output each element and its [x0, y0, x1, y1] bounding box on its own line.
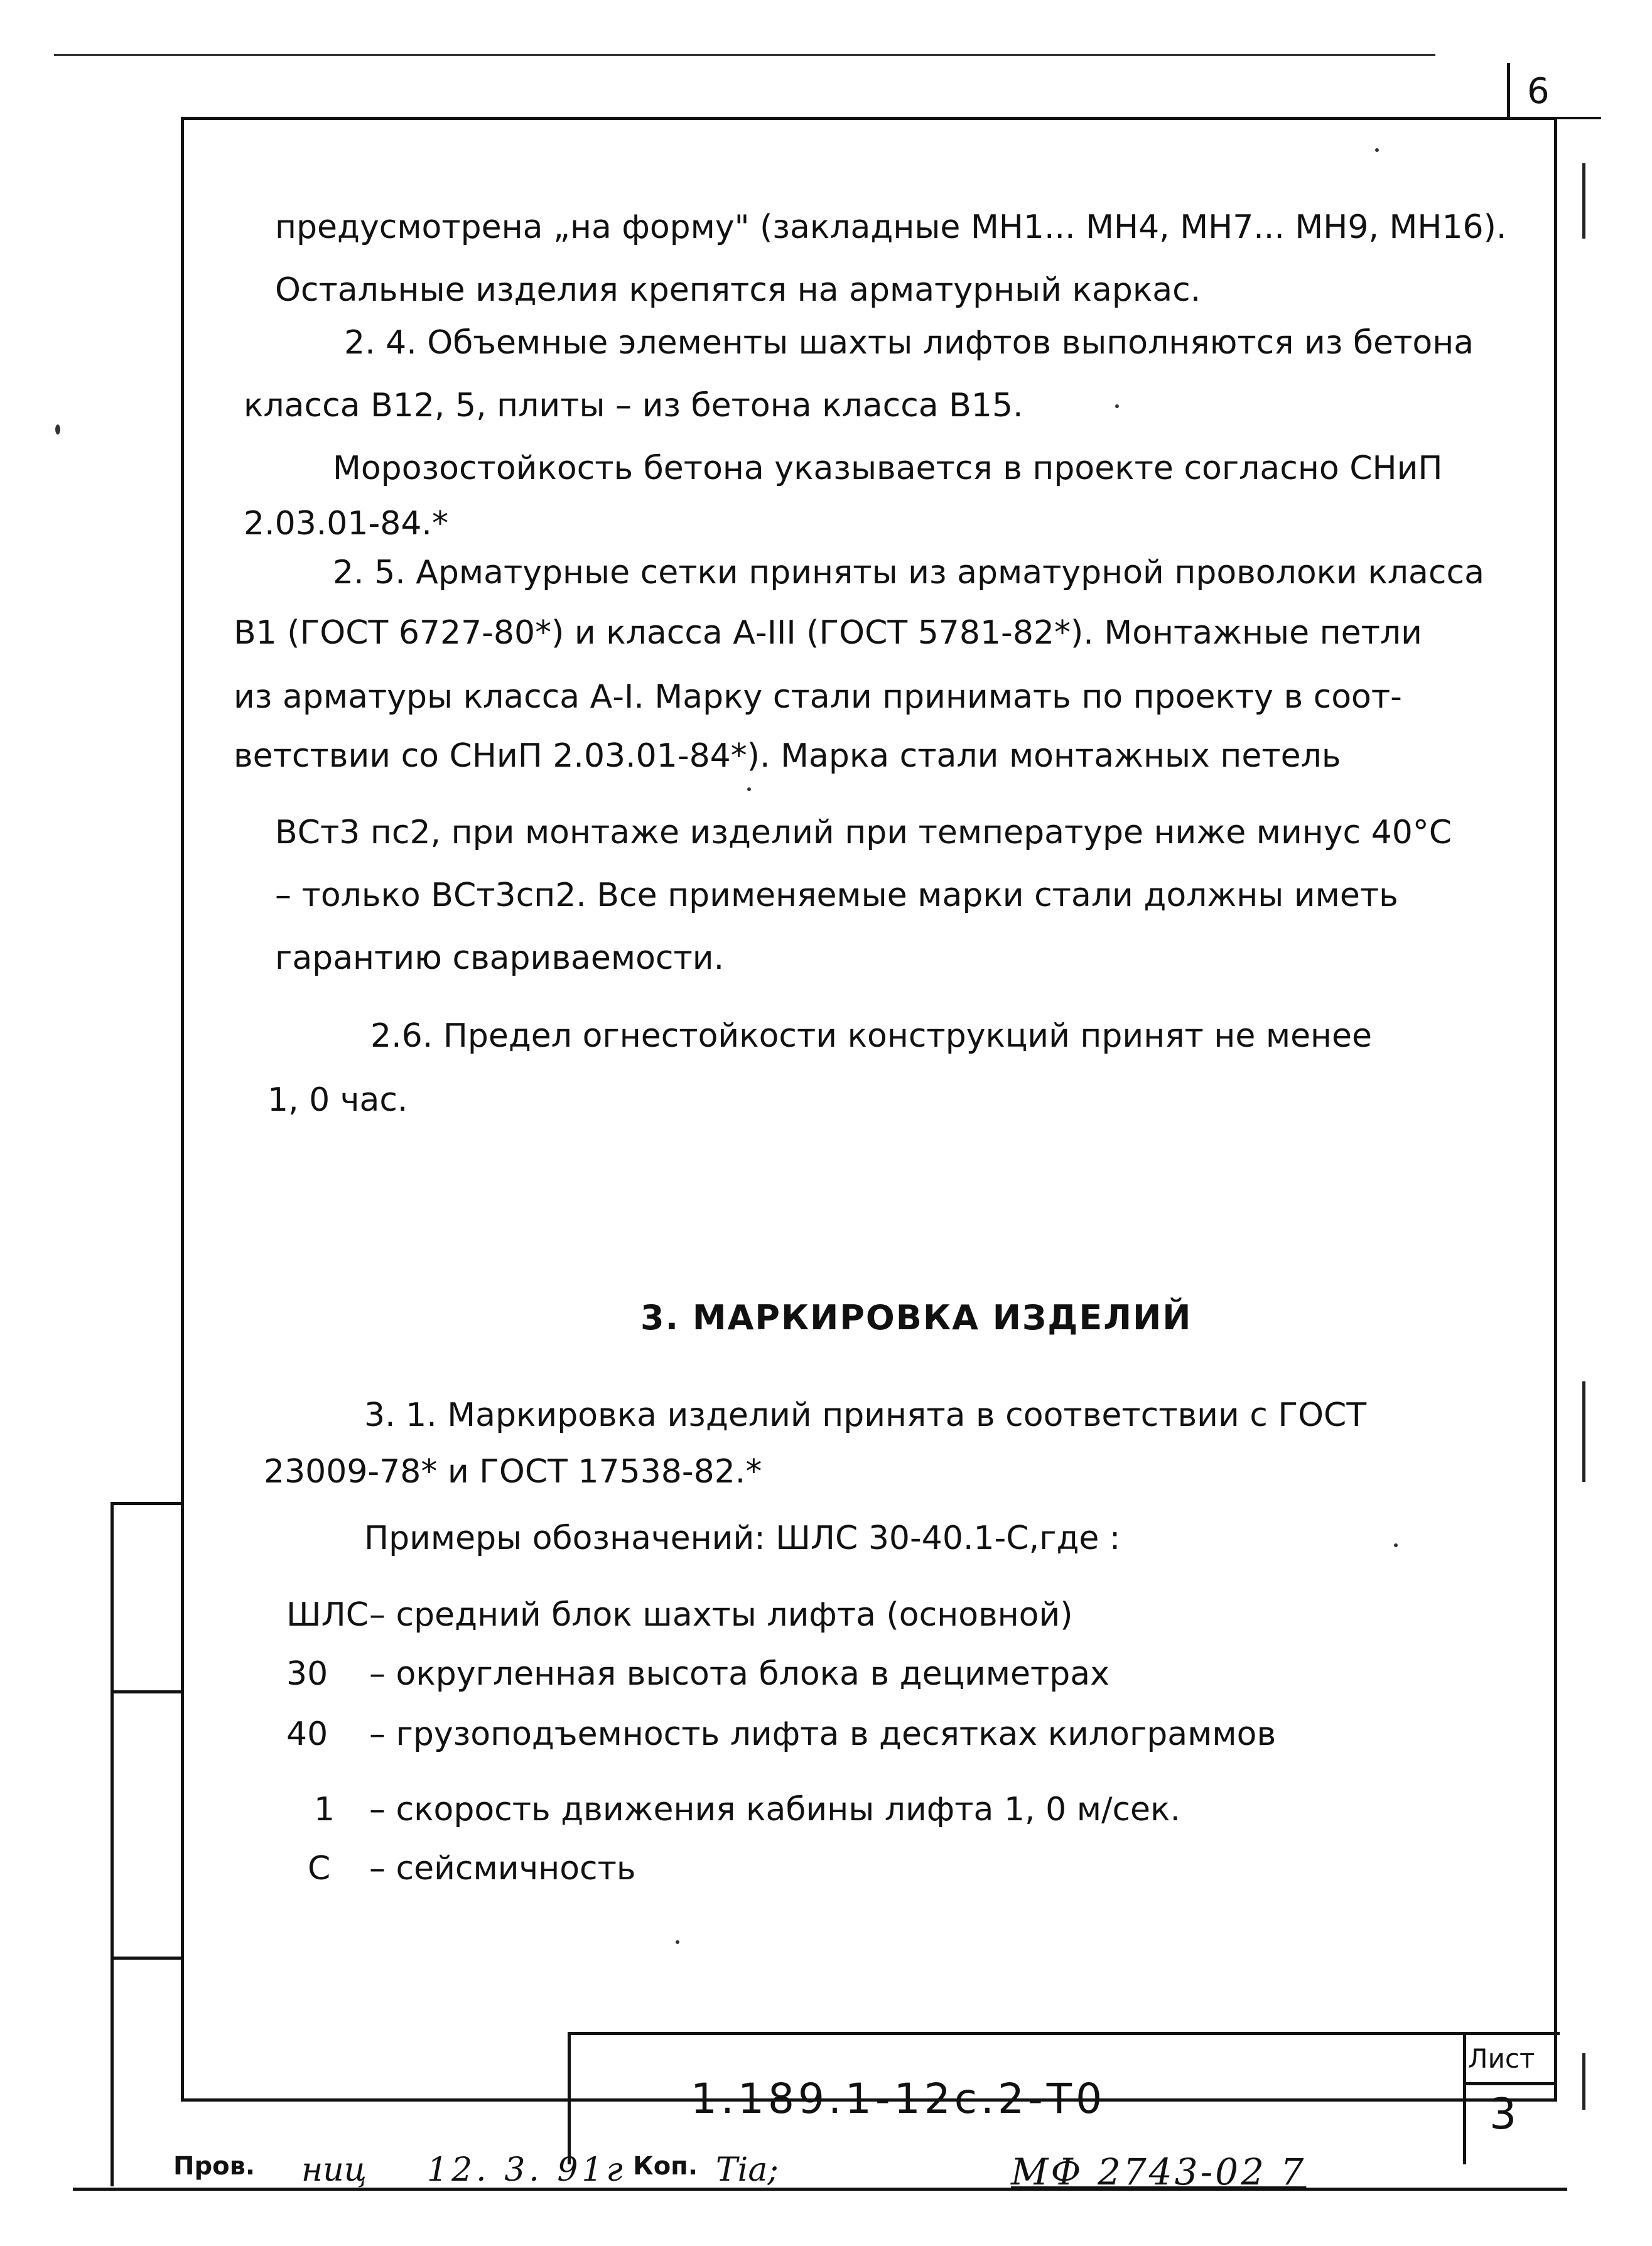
document-code: 1.189.1-12с.2-Т0	[691, 2075, 1106, 2123]
page-corner-number: 6	[1527, 71, 1550, 112]
legend-code: ШЛС	[286, 1596, 369, 1634]
section-line: 3. 1. Маркировка изделий принята в соответствии с ГОСТ	[364, 1396, 1367, 1434]
scan-speck	[55, 424, 60, 435]
legend-desc: – округленная высота блока в дециметрах	[369, 1655, 1109, 1693]
legend-desc: – грузоподъемность лифта в десятках килограммов	[369, 1715, 1277, 1753]
legend-desc: – скорость движения кабины лифта 1, 0 м/сек.	[369, 1791, 1180, 1828]
margin-mark	[1582, 2053, 1585, 2110]
body-line: В1 (ГОСТ 6727-80*) и класса А-III (ГОСТ 5781-82*). Монтажные петли	[234, 614, 1422, 652]
body-line: Остальные изделия крепятся на арматурный каркас.	[275, 271, 1201, 309]
body-line: ветствии со СНиП 2.03.01-84*). Марка стали монтажных петель	[234, 737, 1341, 775]
copied-by-label: Коп.	[633, 2152, 698, 2181]
scan-speck	[1394, 1543, 1398, 1547]
legend-desc: – сейсмичность	[369, 1850, 636, 1887]
corner-number-box	[1507, 63, 1601, 119]
legend-code: 30	[286, 1655, 328, 1693]
legend-code: С	[308, 1850, 331, 1887]
section-heading: 3. МАРКИРОВКА ИЗДЕЛИЙ	[640, 1298, 1192, 1337]
body-line: гарантию свариваемости.	[275, 939, 725, 977]
margin-mark	[1582, 163, 1585, 239]
body-line: 1, 0 час.	[267, 1081, 408, 1119]
checked-by-label: Пров.	[173, 2152, 256, 2181]
top-border-line	[54, 54, 1435, 56]
body-line: – только ВСт3сп2. Все применяемые марки стали должны иметь	[275, 877, 1398, 914]
legend-code: 1	[314, 1791, 335, 1828]
body-line: предусмотрена „на форму" (закладные МН1... МН4, МН7... МН9, МН16).	[275, 208, 1507, 246]
body-line: 2. 5. Арматурные сетки приняты из арматурной проволоки класса	[333, 554, 1484, 591]
binding-column-line	[111, 1502, 114, 2186]
scan-speck	[1375, 148, 1379, 152]
scan-speck	[1115, 404, 1119, 408]
legend-desc: – средний блок шахты лифта (основной)	[369, 1596, 1073, 1634]
binding-divider	[111, 1957, 181, 1960]
check-date: 12. 3. 91г	[427, 2151, 627, 2189]
title-block-divider	[1463, 2032, 1466, 2164]
body-line: 2.03.01-84.*	[244, 505, 448, 543]
body-line: ВСт3 пс2, при монтаже изделий при температуре ниже минус 40°С	[275, 814, 1452, 851]
body-line: Морозостойкость бетона указывается в проекте согласно СНиП	[333, 450, 1443, 487]
inventory-number: МФ 2743-02 7	[1011, 2151, 1307, 2193]
body-line: 2. 4. Объемные элементы шахты лифтов выполняются из бетона	[344, 324, 1474, 362]
body-line: класса В12, 5, плиты – из бетона класса В15.	[244, 387, 1023, 424]
scan-speck	[676, 1940, 679, 1944]
bottom-border-line	[73, 2188, 1567, 2191]
title-block-divider	[1463, 2082, 1557, 2085]
sheet-label: Лист	[1468, 2043, 1535, 2074]
margin-mark	[1582, 1381, 1585, 1482]
scan-speck	[747, 787, 751, 791]
body-line: 2.6. Предел огнестойкости конструкций принят не менее	[370, 1017, 1373, 1055]
binding-divider	[111, 1502, 181, 1505]
body-line: из арматуры класса А-I. Марку стали принимать по проекту в соот-	[234, 678, 1402, 716]
sheet-number: 3	[1489, 2090, 1517, 2139]
section-line: Примеры обозначений: ШЛС 30-40.1-С,где :	[364, 1520, 1121, 1557]
copied-by-signature: Тiа;	[716, 2151, 779, 2189]
checked-by-signature: ниц	[301, 2151, 367, 2189]
binding-divider	[111, 1690, 181, 1693]
section-line: 23009-78* и ГОСТ 17538-82.*	[264, 1453, 762, 1491]
legend-code: 40	[286, 1715, 328, 1753]
